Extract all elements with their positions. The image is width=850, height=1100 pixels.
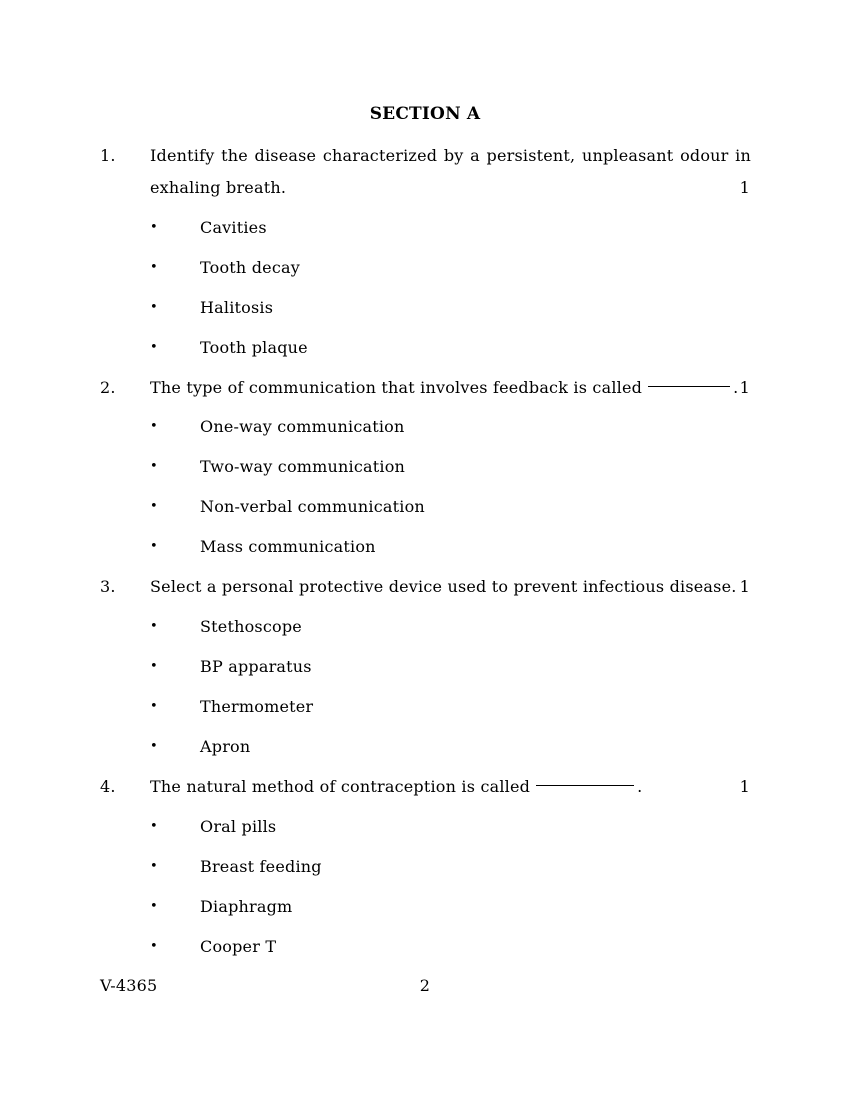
bullet-icon: • [150,499,158,514]
bullet-icon: • [150,260,158,275]
option-item: Thermometer [200,697,314,716]
page-number: 2 [419,976,431,995]
option-item: Mass communication [200,537,376,556]
answer-blank [536,785,634,786]
bullet-icon: • [150,340,158,355]
question-text-line [150,378,738,398]
question-marks: 1 [739,777,750,796]
question-marks: 1 [739,178,750,197]
bullet-icon: • [150,539,158,554]
bullet-icon: • [150,459,158,474]
bullet-icon: • [150,899,158,914]
answer-blank [648,386,730,387]
bullet-icon: • [150,699,158,714]
option-item: One-way communication [200,417,405,436]
bullet-icon: • [150,739,158,754]
paper-code: V-4365 [100,976,158,995]
option-item: Non-verbal communication [200,497,425,516]
question-text-end: . [637,777,643,796]
bullet-icon: • [150,939,158,954]
question-text-end: . [733,378,739,397]
question-number: 2. [100,378,116,397]
question-text: The type of communication that involves feedback is called [150,378,643,397]
option-item: Two-way communication [200,457,406,476]
option-item: BP apparatus [200,657,312,676]
question-text: Select a personal protective device used to prevent infectious disease. [150,577,737,596]
option-item: Tooth decay [200,258,300,277]
question-text-line [150,777,642,797]
bullet-icon: • [150,300,158,315]
question-marks: 1 [739,577,750,596]
question-text-continued: exhaling breath. [150,178,287,197]
question-number: 3. [100,577,116,596]
question-text: The natural method of contraception is called [150,777,531,796]
option-item: Cooper T [200,937,277,956]
bullet-icon: • [150,220,158,235]
option-item: Apron [200,737,251,756]
option-item: Oral pills [200,817,277,836]
option-item: Diaphragm [200,897,293,916]
section-title: SECTION A [369,104,481,124]
option-item: Breast feeding [200,857,322,876]
question-number: 4. [100,777,116,796]
option-item: Tooth plaque [200,338,308,357]
question-marks: 1 [739,378,750,397]
option-item: Stethoscope [200,617,302,636]
bullet-icon: • [150,859,158,874]
question-text: Identify the disease characterized by a persistent, unpleasant odour in [150,146,751,165]
bullet-icon: • [150,619,158,634]
question-number: 1. [100,146,116,165]
bullet-icon: • [150,659,158,674]
option-item: Cavities [200,218,267,237]
bullet-icon: • [150,819,158,834]
bullet-icon: • [150,419,158,434]
option-item: Halitosis [200,298,274,317]
